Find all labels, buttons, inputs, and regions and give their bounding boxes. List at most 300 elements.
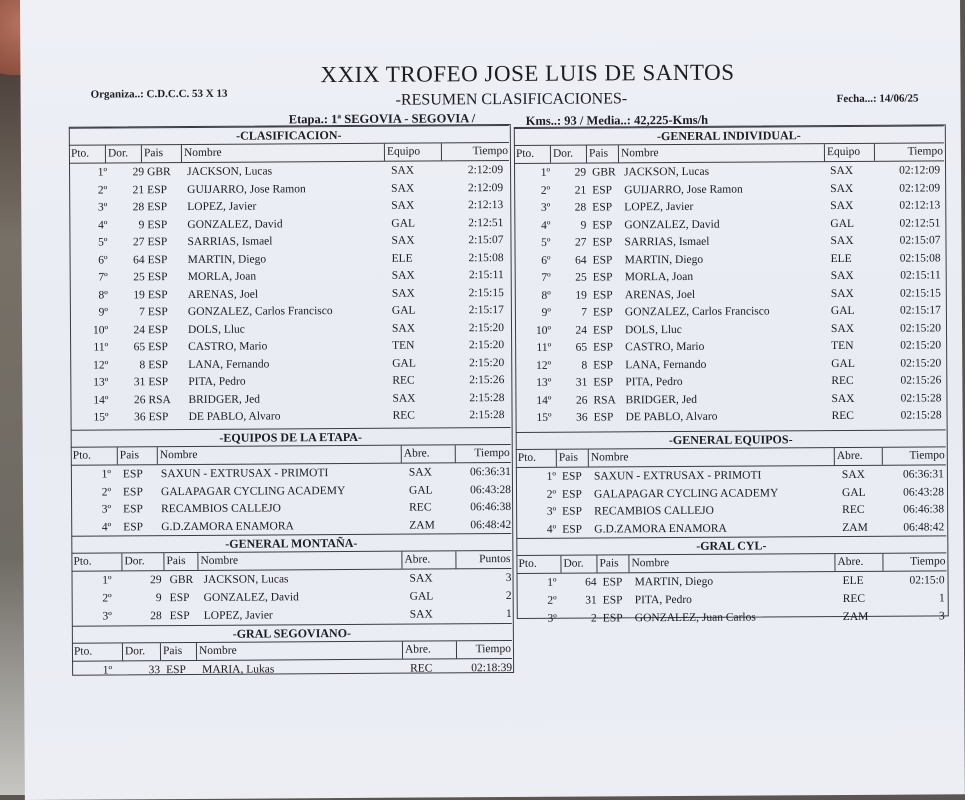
column-header: Tiempo xyxy=(882,553,945,570)
results-sheet xyxy=(20,0,965,800)
column-header: Dor. xyxy=(105,145,140,162)
table-cell: ESP xyxy=(169,591,190,605)
table-cell: SAX xyxy=(409,608,433,621)
table-cell: ESP xyxy=(147,201,168,214)
table-cell: 3º xyxy=(97,201,108,214)
table-cell: SAX xyxy=(391,164,415,177)
table-cell: MORLA, Joan xyxy=(624,270,694,284)
table-cell: RECAMBIOS CALLEJO xyxy=(594,504,714,518)
column-header: Abre. xyxy=(401,445,454,462)
table-cell: ESP xyxy=(593,411,614,424)
column-header: Dor. xyxy=(550,146,585,163)
table-cell: ESP xyxy=(148,376,169,389)
table-cell: 13º xyxy=(536,376,552,389)
table-cell: 3º xyxy=(101,503,112,516)
table-cell: REC xyxy=(842,503,865,516)
table-cell: 06:48:42 xyxy=(470,518,512,531)
table-cell: 02:15:20 xyxy=(900,356,942,370)
column-header: Nombre xyxy=(197,552,400,570)
table-cell: SAX xyxy=(391,199,415,212)
table-cell: 2:15:20 xyxy=(468,321,505,334)
table-row xyxy=(515,355,945,375)
table-cell: 1º xyxy=(101,468,111,481)
table-cell: 4º xyxy=(101,520,112,534)
table-row xyxy=(516,407,946,427)
table-cell: 10º xyxy=(92,323,109,337)
table-cell: REC xyxy=(410,662,433,675)
table-cell: SAX xyxy=(830,322,855,335)
table-row xyxy=(516,484,946,504)
table-cell: 29 xyxy=(150,574,162,587)
table-cell: ESP xyxy=(562,523,583,536)
table-cell: GAL xyxy=(409,590,434,603)
table-row xyxy=(517,608,947,628)
column-header: Pais xyxy=(160,643,195,660)
table-row xyxy=(515,372,945,392)
table-cell: 9 xyxy=(138,218,145,231)
table-cell: ESP xyxy=(593,358,614,372)
table-cell: 2º xyxy=(101,485,112,499)
table-cell: 19 xyxy=(575,289,587,302)
table-cell: ESP xyxy=(561,470,582,483)
table-row xyxy=(72,660,512,680)
table-row xyxy=(514,215,944,235)
table-cell: 7 xyxy=(581,306,587,319)
table-cell: 2:15:20 xyxy=(468,339,505,352)
table-cell: 2º xyxy=(547,594,557,607)
table-cell: 06:48:42 xyxy=(903,520,945,534)
table-cell: 11º xyxy=(536,341,552,354)
table-cell: ESP xyxy=(592,253,613,267)
table-row xyxy=(71,407,511,427)
table-cell: BRIDGER, Jed xyxy=(188,393,261,406)
table-cell: CASTRO, Mario xyxy=(625,340,705,354)
table-cell: ZAM xyxy=(842,610,869,623)
table-cell: GONZALEZ, David xyxy=(624,218,720,231)
table-cell: SAX xyxy=(830,287,854,300)
table-cell: ESP xyxy=(602,594,623,607)
table-cell: SARRIAS, Ismael xyxy=(187,235,273,248)
column-header: Dor. xyxy=(560,555,595,572)
table-row xyxy=(70,250,510,270)
table-cell: GALAPAGAR CYCLING ACADEMY xyxy=(593,486,779,501)
table-row xyxy=(517,590,947,610)
table-cell: 2º xyxy=(540,184,551,197)
table-cell: 1º xyxy=(546,470,556,483)
table-cell: 36 xyxy=(576,411,588,424)
table-cell: 21 xyxy=(132,183,145,196)
table-cell: 1º xyxy=(102,664,113,677)
table-cell: ESP xyxy=(148,341,168,354)
table-cell: 25 xyxy=(575,271,587,284)
column-header: Nombre xyxy=(618,144,823,162)
table-cell: GBR xyxy=(592,166,616,179)
table-cell: 2º xyxy=(97,183,108,197)
table-cell: 06:36:31 xyxy=(902,468,944,481)
column-header: Abre. xyxy=(834,448,881,465)
column-header: Pto. xyxy=(515,147,535,160)
table-cell: 65 xyxy=(575,341,588,354)
table-cell: ESP xyxy=(592,306,613,319)
table-cell: 02:18:39 xyxy=(471,662,513,675)
table-cell: LANA, Fernando xyxy=(625,358,707,371)
section-title: -CLASIFICACION- xyxy=(69,125,509,146)
table-cell: SAX xyxy=(391,182,415,195)
document-subtitle: -RESUMEN CLASIFICACIONES- xyxy=(395,90,628,109)
table-cell: JACKSON, Lucas xyxy=(624,165,710,179)
column-header: Pto. xyxy=(73,645,93,658)
table-row xyxy=(69,215,509,235)
table-cell: ELE xyxy=(842,574,864,587)
table-cell: 2:12:09 xyxy=(467,181,504,194)
table-cell: ESP xyxy=(147,183,168,196)
column-header: Tiempo xyxy=(874,143,943,160)
column-header: Abre. xyxy=(402,641,455,658)
table-cell: ESP xyxy=(593,376,614,389)
table-cell: SAX xyxy=(830,234,854,248)
table-cell: 7º xyxy=(98,271,108,284)
table-cell: 2:15:20 xyxy=(469,356,505,369)
table-cell: 3º xyxy=(546,505,557,518)
table-cell: ESP xyxy=(147,271,168,284)
table-cell: SAX xyxy=(391,287,415,300)
table-cell: 2:15:08 xyxy=(468,251,504,264)
table-cell: REC xyxy=(842,592,866,605)
table-cell: TEN xyxy=(392,339,415,352)
table-cell: ESP xyxy=(561,488,582,501)
table-cell: CASTRO, Mario xyxy=(188,340,268,353)
table-cell: DE PABLO, Alvaro xyxy=(625,410,718,424)
table-cell: ESP xyxy=(147,218,168,231)
table-cell: SAX xyxy=(841,468,865,481)
table-cell: GALAPAGAR CYCLING ACADEMY xyxy=(160,484,346,498)
table-row xyxy=(70,320,510,340)
table-cell: 25 xyxy=(133,271,145,284)
table-cell: 2 xyxy=(505,590,512,603)
table-row xyxy=(514,197,944,217)
column-header: Tiempo xyxy=(456,641,511,658)
table-header xyxy=(71,445,511,466)
table-cell: REC xyxy=(831,409,854,423)
table-cell: LOPEZ, Javier xyxy=(624,200,694,214)
table-cell: REC xyxy=(392,374,415,387)
table-cell: SAX xyxy=(830,164,854,178)
table-cell: 13º xyxy=(93,376,109,389)
table-cell: ZAM xyxy=(409,518,435,532)
table-cell: 9 xyxy=(155,592,162,605)
table-row xyxy=(515,337,945,357)
table-cell: 12º xyxy=(93,358,109,372)
table-cell: 12º xyxy=(536,359,552,372)
table-row xyxy=(514,162,944,182)
table-cell: 3 xyxy=(938,610,945,623)
table-cell: 02:15:28 xyxy=(900,391,942,405)
table-cell: GAL xyxy=(831,357,855,370)
table-cell: 1º xyxy=(102,574,112,587)
table-cell: GONZALEZ, David xyxy=(187,217,283,231)
table-cell: 02:15:15 xyxy=(899,286,941,300)
table-cell: 1º xyxy=(97,166,108,179)
table-cell: 5º xyxy=(98,236,108,249)
table-cell: SAX xyxy=(830,269,854,283)
column-header: Pais xyxy=(141,145,180,162)
table-cell: GAL xyxy=(392,357,416,370)
table-cell: 2:15:28 xyxy=(469,391,505,404)
stage-label: Etapa.: 1ª SEGOVIA - SEGOVIA / xyxy=(288,111,476,127)
column-header: Abre. xyxy=(834,554,881,571)
column-header: Dor. xyxy=(121,553,162,570)
section-title: -EQUIPOS DE LA ETAPA- xyxy=(71,427,511,448)
table-cell: 64 xyxy=(575,254,587,267)
table-cell: 9º xyxy=(98,306,108,319)
table-cell: 06:36:31 xyxy=(469,466,511,479)
table-cell: 2:15:15 xyxy=(468,286,504,299)
table-cell: SAXUN - EXTRUSAX - PRIMOTI xyxy=(160,467,329,481)
table-cell: 29 xyxy=(574,166,587,179)
table-row xyxy=(71,570,511,590)
table-cell: SAX xyxy=(391,234,415,247)
table-cell: 2º xyxy=(102,592,112,605)
table-cell: 10º xyxy=(535,324,552,337)
column-header: Nombre xyxy=(196,642,401,660)
table-row xyxy=(71,499,511,519)
table-cell: DOLS, Lluc xyxy=(187,323,245,336)
table-cell: 02:15:07 xyxy=(899,234,941,247)
table-row xyxy=(69,232,509,252)
table-cell: 2:12:09 xyxy=(467,164,504,177)
table-cell: 06:46:38 xyxy=(903,503,945,516)
table-cell: ARENAS, Joel xyxy=(187,288,259,301)
table-header xyxy=(72,641,512,662)
table-cell: REC xyxy=(392,409,415,422)
table-cell: ESP xyxy=(147,236,168,249)
table-cell: RSA xyxy=(593,393,616,407)
table-cell: MARIA, Lukas xyxy=(202,663,275,676)
column-header: Pais xyxy=(117,447,156,464)
table-row xyxy=(515,285,945,305)
table-row xyxy=(70,302,510,322)
table-cell: 6º xyxy=(98,253,108,267)
table-cell: ESP xyxy=(592,218,613,232)
column-header: Pais xyxy=(586,145,617,162)
table-cell: ESP xyxy=(592,271,613,284)
table-cell: REC xyxy=(831,374,854,388)
table-row xyxy=(516,501,946,521)
table-cell: REC xyxy=(409,501,432,514)
table-cell: 2:15:26 xyxy=(469,374,505,387)
table-cell: 2:15:28 xyxy=(469,409,505,422)
table-row xyxy=(71,464,511,484)
table-cell: DOLS, Lluc xyxy=(624,323,682,336)
column-header: Nombre xyxy=(588,448,833,466)
table-cell: 3º xyxy=(540,201,551,214)
table-cell: 5º xyxy=(541,236,551,249)
table-cell: 3 xyxy=(505,572,512,585)
table-cell: PITA, Pedro xyxy=(634,593,692,607)
table-header xyxy=(69,143,509,164)
table-cell: G.D.ZAMORA ENAMORA xyxy=(594,522,727,536)
table-cell: MARTIN, Diego xyxy=(624,253,704,266)
table-cell: GUIJARRO, Jose Ramon xyxy=(624,183,743,196)
table-cell: ESP xyxy=(592,288,613,302)
table-cell: ESP xyxy=(148,411,169,424)
table-cell: 02:12:09 xyxy=(899,164,941,177)
table-cell: 15º xyxy=(536,411,552,424)
table-cell: 1 xyxy=(505,608,512,621)
table-row xyxy=(70,267,510,287)
table-cell: 4º xyxy=(541,219,551,232)
organizer-label: Organiza..: C.D.C.C. 53 X 13 xyxy=(90,87,228,101)
table-cell: ESP xyxy=(602,612,623,625)
column-header: Equipo xyxy=(384,143,440,160)
column-header: Dor. xyxy=(122,643,159,660)
table-cell: 8º xyxy=(98,288,108,302)
column-header: Pto. xyxy=(518,557,537,570)
table-cell: 11º xyxy=(93,341,109,354)
table-cell: 2º xyxy=(546,488,557,501)
table-cell: JACKSON, Lucas xyxy=(187,165,273,178)
table-cell: 27 xyxy=(132,236,145,249)
table-header xyxy=(71,551,511,572)
table-cell: 28 xyxy=(574,201,587,214)
table-cell: ESP xyxy=(592,201,613,214)
table-cell: 8 xyxy=(581,359,588,372)
table-cell: RSA xyxy=(148,393,171,406)
table-cell: 02:15:20 xyxy=(900,321,942,335)
table-cell: 02:12:13 xyxy=(899,199,941,212)
table-row xyxy=(514,180,944,200)
table-cell: 4º xyxy=(98,218,108,232)
table-row xyxy=(515,320,945,340)
table-cell: LANA, Fernando xyxy=(188,357,270,371)
table-cell: 3º xyxy=(547,612,557,625)
table-cell: 7 xyxy=(139,306,145,319)
table-cell: SAX xyxy=(392,392,416,405)
column-header: Pais xyxy=(596,555,627,572)
table-cell: 2:15:17 xyxy=(468,304,504,317)
table-cell: ELE xyxy=(391,252,413,265)
table-cell: GONZALEZ, Carlos Francisco xyxy=(624,305,770,319)
table-cell: SAX xyxy=(831,392,855,405)
table-cell: ESP xyxy=(123,520,144,533)
table-cell: 2:15:11 xyxy=(468,269,504,282)
table-cell: 1 xyxy=(938,592,945,605)
table-cell: 24 xyxy=(575,324,588,337)
table-cell: SAX xyxy=(830,182,854,195)
table-cell: 33 xyxy=(148,664,161,677)
table-row xyxy=(70,355,510,375)
section-title: -GRAL CYL- xyxy=(516,535,946,556)
table-row xyxy=(70,390,510,410)
column-header: Abre. xyxy=(401,551,454,568)
document-title: XXIX TROFEO JOSE LUIS DE SANTOS xyxy=(320,59,735,88)
section-title: -GENERAL MONTAÑA- xyxy=(71,533,511,554)
table-cell: ESP xyxy=(592,236,613,249)
table-cell: 06:43:28 xyxy=(903,485,945,499)
table-cell: 29 xyxy=(132,166,145,179)
table-cell: ESP xyxy=(147,253,168,266)
table-cell: ESP xyxy=(147,306,168,319)
table-cell: LOPEZ, Javier xyxy=(203,609,273,622)
table-cell: RECAMBIOS CALLEJO xyxy=(161,502,281,516)
table-cell: ESP xyxy=(123,503,143,516)
table-row xyxy=(516,466,946,486)
table-cell: JACKSON, Lucas xyxy=(203,573,289,586)
date-label: Fecha...: 14/06/25 xyxy=(836,92,919,106)
table-cell: ARENAS, Joel xyxy=(624,288,696,301)
table-cell: 9 xyxy=(580,219,587,232)
table-cell: GAL xyxy=(841,486,866,499)
table-cell: 27 xyxy=(574,236,587,249)
table-cell: 64 xyxy=(133,253,145,266)
table-cell: 19 xyxy=(133,288,145,301)
column-header: Pto. xyxy=(73,555,92,568)
table-cell: 9º xyxy=(541,306,551,319)
table-cell: 02:12:51 xyxy=(899,216,941,230)
table-cell: 06:43:28 xyxy=(470,483,512,496)
table-cell: 02:12:09 xyxy=(899,181,941,195)
table-row xyxy=(515,267,945,287)
section-title: -GRAL SEGOVIANO- xyxy=(72,623,512,644)
table-header xyxy=(516,553,946,574)
table-cell: SAX xyxy=(409,572,433,585)
distance-speed-label: Kms..: 93 / Media..: 42,225-Kms/h xyxy=(525,112,709,128)
table-cell: G.D.ZAMORA ENAMORA xyxy=(161,519,294,533)
table-cell: ESP xyxy=(122,485,143,498)
table-cell: DE PABLO, Alvaro xyxy=(188,410,281,423)
table-row xyxy=(70,337,510,357)
table-cell: GONZALEZ, Carlos Francisco xyxy=(187,305,333,318)
table-row xyxy=(515,390,945,410)
table-cell: SAXUN - EXTRUSAX - PRIMOTI xyxy=(593,469,762,483)
table-cell: GBR xyxy=(169,573,194,587)
table-cell: 06:46:38 xyxy=(470,501,512,514)
table-header xyxy=(514,143,944,164)
table-cell: TEN xyxy=(831,339,854,353)
table-cell: 1º xyxy=(547,576,557,589)
table-cell: SAX xyxy=(391,322,416,335)
table-cell: GONZALEZ, David xyxy=(203,591,299,604)
column-header: Equipo xyxy=(824,144,873,161)
table-cell: ESP xyxy=(166,663,186,677)
table-row xyxy=(514,232,944,252)
table-cell: GONZALEZ, Juan Carlos xyxy=(634,611,756,625)
table-cell: ESP xyxy=(592,323,613,337)
table-row xyxy=(70,372,510,392)
table-cell: ELE xyxy=(830,252,852,265)
table-row xyxy=(517,572,947,592)
table-cell: 14º xyxy=(536,394,552,407)
table-cell: 2:15:07 xyxy=(468,234,504,247)
table-cell: GAL xyxy=(830,304,855,318)
table-cell: PITA, Pedro xyxy=(625,375,683,389)
table-cell: 02:15:17 xyxy=(899,304,941,317)
table-cell: 31 xyxy=(575,376,588,389)
table-cell: SAX xyxy=(408,466,432,479)
column-header: Tiempo xyxy=(441,143,508,160)
table-cell: 8 xyxy=(139,358,146,371)
table-cell: MORLA, Joan xyxy=(187,270,257,283)
table-cell: GAL xyxy=(391,304,416,317)
table-cell: 28 xyxy=(150,610,162,623)
table-cell: 36 xyxy=(134,411,146,424)
table-cell: ESP xyxy=(593,341,613,354)
table-cell: 02:15:20 xyxy=(900,339,942,352)
table-cell: 28 xyxy=(132,201,145,214)
table-cell: PITA, Pedro xyxy=(188,375,246,388)
table-row xyxy=(69,197,509,217)
table-cell: GBR xyxy=(147,166,171,179)
